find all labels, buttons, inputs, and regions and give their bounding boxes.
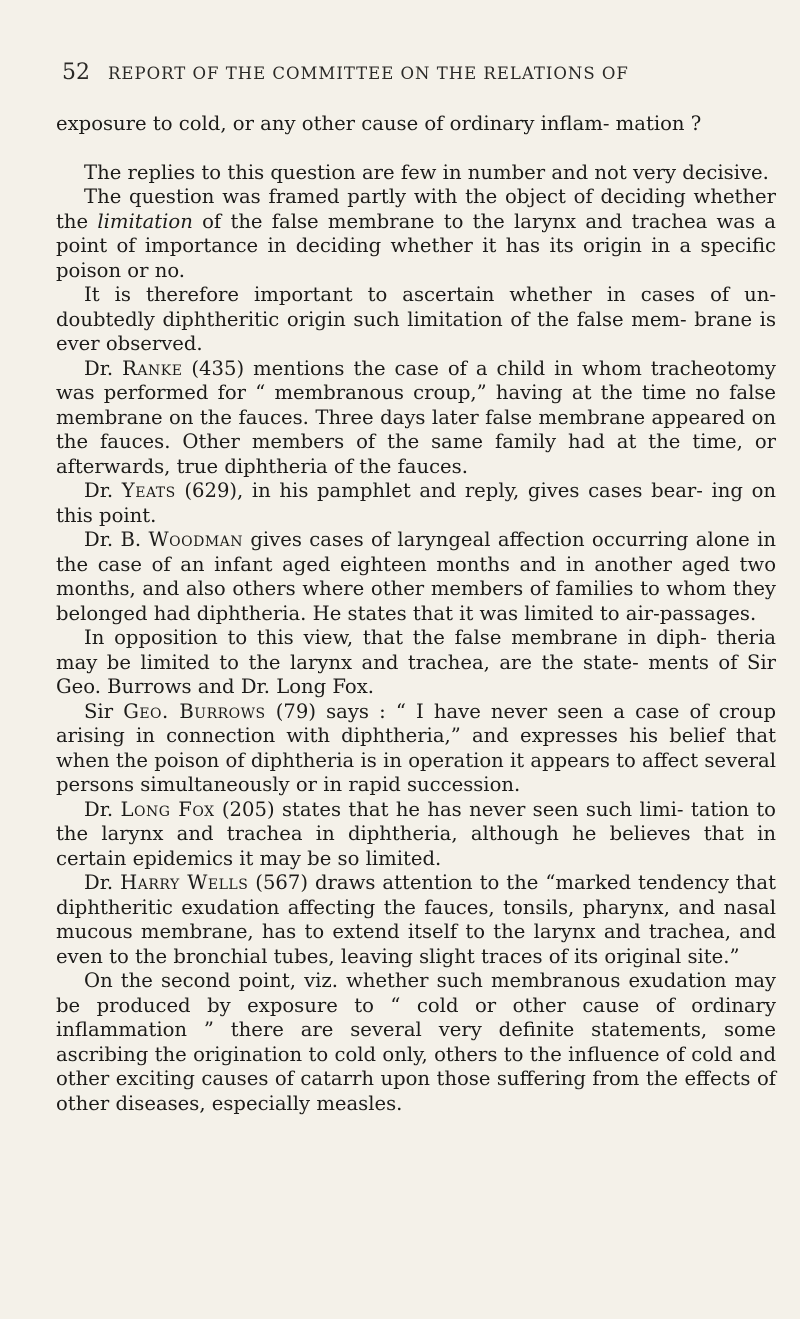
paragraph: The replies to this question are few in number and not very decisive.	[84, 160, 769, 184]
paragraph: On the second point, viz. whether such membranous exudation may be produced by exposure to “ cold or other cause of ordinary inflammation ” there are several very definite statements, some ascribing the origination to cold only, others to the influence of cold and other exciting causes of catarrh upon those suffering from the effects of other diseases, especially measles.	[56, 969, 776, 1115]
paragraph-text: of the false membrane to the larynx and trachea was a point of importance in deciding whether it has its origin in a specific poison or no.	[56, 209, 776, 282]
paragraph: In opposition to this view, that the false membrane in diph- theria may be limited to the larynx and trachea, are the state- ments of Sir Geo. Burrows and Dr. Long Fox.	[56, 626, 776, 698]
paragraph-text: (79) says : “ I have never seen a case of croup arising in connection with diphtheria,” and expresses his belief that when the poison of diphtheria is in operation it appears to affect several persons simultaneously or in rapid succession.	[56, 699, 776, 796]
paragraph-text: Dr.	[84, 871, 121, 894]
paragraph-text: (629), in his pamphlet and reply, gives cases bear- ing on this point.	[56, 479, 776, 527]
paragraph	[56, 528, 776, 626]
author-name: Woodman	[148, 528, 244, 551]
paragraph-text: (205) states that he has never seen such limi- tation to the larynx and trachea in diphtheria, although he believes that in certain epidemics it may be so limited.	[56, 797, 776, 870]
running-header	[62, 60, 629, 85]
paragraph	[56, 798, 776, 872]
paragraph-text: gives cases of laryngeal affection occurring alone in the case of an infant aged eighteen months and in another aged two months, and also others where other members of families to whom they belonged had diphtheria. He states that it was limited to air-passages.	[56, 528, 777, 625]
paragraph-text: The question was framed partly with the object of deciding whether the	[56, 185, 776, 233]
paragraph-text: Sir	[84, 699, 124, 723]
paragraph-text: Dr.	[84, 797, 121, 821]
paragraph	[56, 357, 776, 480]
author-name: Geo. Burrows	[123, 699, 266, 723]
paragraph	[56, 185, 776, 283]
paragraph: It is therefore important to ascertain whether in cases of un- doubtedly diphtheritic origin such limitation of the false mem- brane is ever observed.	[56, 283, 776, 355]
author-name: Yeats	[121, 479, 176, 502]
page-number: 52	[62, 60, 90, 85]
paragraph-continuation: exposure to cold, or any other cause of ordinary inflam- mation ?	[56, 112, 702, 135]
paragraph	[56, 700, 776, 798]
body-text	[56, 112, 776, 1116]
author-name: Long Fox	[120, 797, 215, 821]
paragraph-text: Dr.	[84, 479, 122, 502]
author-name: Harry Wells	[120, 871, 249, 894]
author-name: Ranke	[122, 356, 183, 380]
running-title: REPORT OF THE COMMITTEE ON THE RELATIONS OF	[108, 64, 629, 83]
paragraph-text: Dr. B.	[84, 528, 149, 551]
paragraph	[56, 871, 776, 969]
emphasis: limitation	[97, 209, 193, 233]
paragraph-text: (567) draws attention to the “marked tendency that diphtheritic exudation affecting the fauces, tonsils, pharynx, and nasal mucous membrane, has to extend itself to the larynx and trachea, and even to the bronchial tubes, leaving slight traces of its original site.”	[56, 871, 776, 968]
paragraph	[56, 479, 776, 528]
paragraph-text: (435) mentions the case of a child in whom tracheotomy was performed for “ membranous croup,” having at the time no false membrane on the fauces. Three days later false membrane appeared on the fauces. Other members of the same family had at the time, or afterwards, true diphtheria of the fauces.	[56, 356, 776, 478]
paragraph-text: Dr.	[84, 356, 123, 380]
